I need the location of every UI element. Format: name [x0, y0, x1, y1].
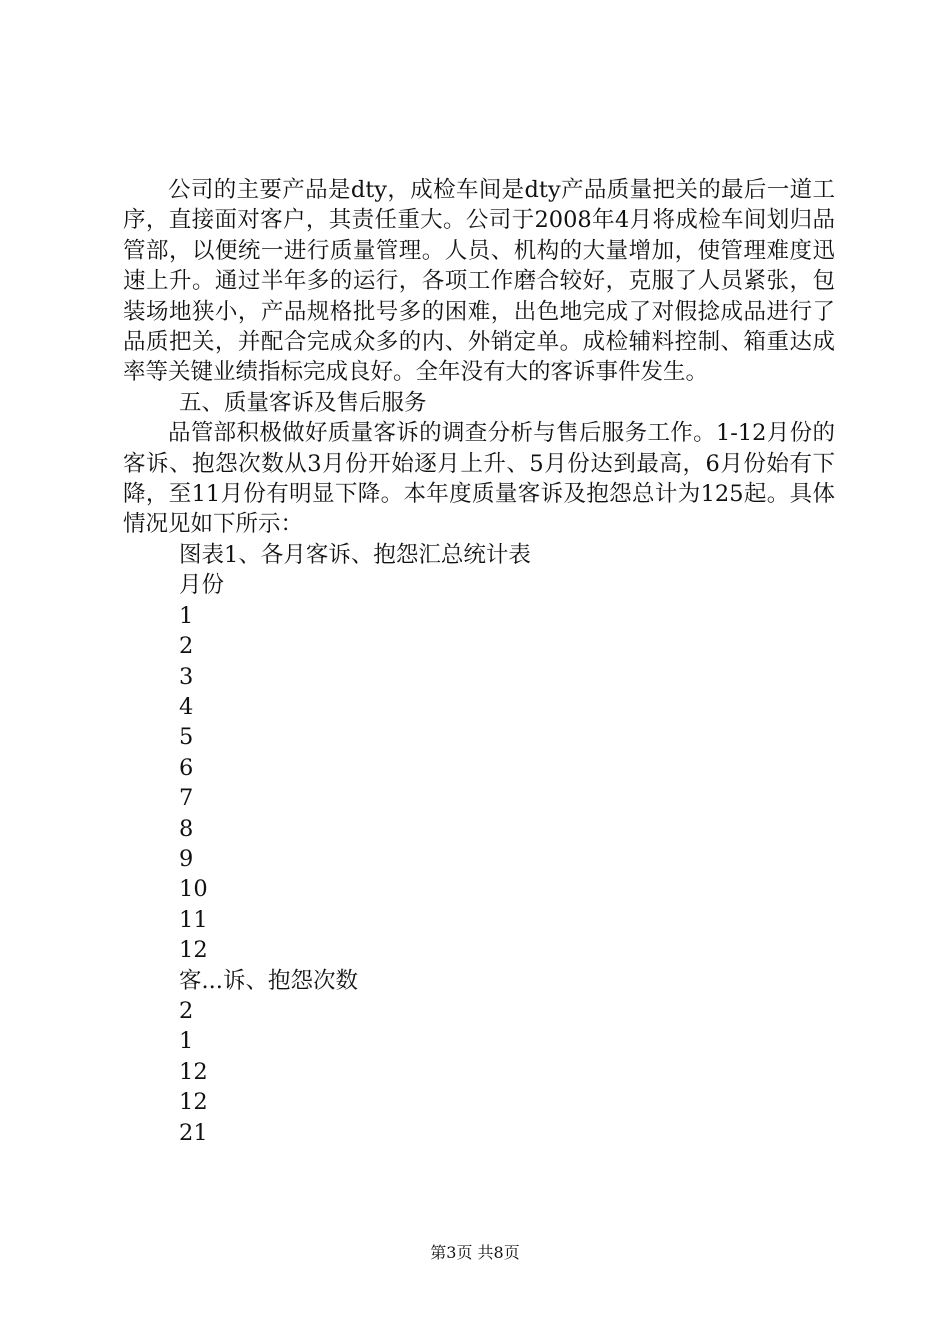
- page-footer: [0, 1243, 950, 1263]
- month-item: 2: [179, 633, 194, 660]
- figure-caption: 图表1、各月客诉、抱怨汇总统计表: [179, 541, 531, 568]
- month-item: 7: [179, 785, 194, 812]
- count-item: 12: [179, 1089, 208, 1116]
- month-item: 11: [179, 906, 208, 933]
- month-item: 12: [179, 937, 208, 964]
- month-item: 9: [179, 845, 194, 872]
- month-item: 8: [179, 815, 194, 842]
- month-item: 3: [179, 663, 194, 690]
- table-header-month: 月份: [179, 572, 225, 599]
- month-item: 10: [179, 876, 208, 903]
- month-item: 1: [179, 602, 194, 629]
- count-list: [123, 996, 835, 1148]
- section-heading: 五、质量客诉及售后服务: [179, 389, 427, 416]
- document-body: [123, 175, 835, 1148]
- paragraph-complaints: 品管部积极做好质量客诉的调查分析与售后服务工作。1-12月份的客诉、抱怨次数从3月份开始逐月上升、5月份达到最高，6月份始有下降，至11月份有明显下降。本年度质量客诉及抱怨总计为125起。具体情况见如下所示：: [123, 420, 835, 538]
- count-item: 12: [179, 1058, 208, 1085]
- table-header-count: 客...诉、抱怨次数: [179, 967, 358, 994]
- month-item: 6: [179, 754, 194, 781]
- count-item: 1: [179, 1028, 194, 1055]
- count-item: 2: [179, 997, 194, 1024]
- count-item: 21: [179, 1119, 208, 1146]
- month-item: 4: [179, 693, 194, 720]
- month-item: 5: [179, 724, 194, 751]
- month-list: [123, 601, 835, 966]
- paragraph-product-inspection: 公司的主要产品是dty，成检车间是dty产品质量把关的最后一道工序，直接面对客户，其责任重大。公司于2008年4月将成检车间划归品管部，以便统一进行质量管理。人员、机构的大量增加，使管理难度迅速上升。通过半年多的运行，各项工作磨合较好，克服了人员紧张，包装场地狭小，产品规格批号多的困难，出色地完成了对假捻成品进行了品质把关，并配合完成众多的内、外销定单。成检辅料控制、箱重达成率等关键业绩指标完成良好。全年没有大的客诉事件发生。: [123, 177, 835, 386]
- page-number-label: 第3页 共8页: [430, 1243, 520, 1262]
